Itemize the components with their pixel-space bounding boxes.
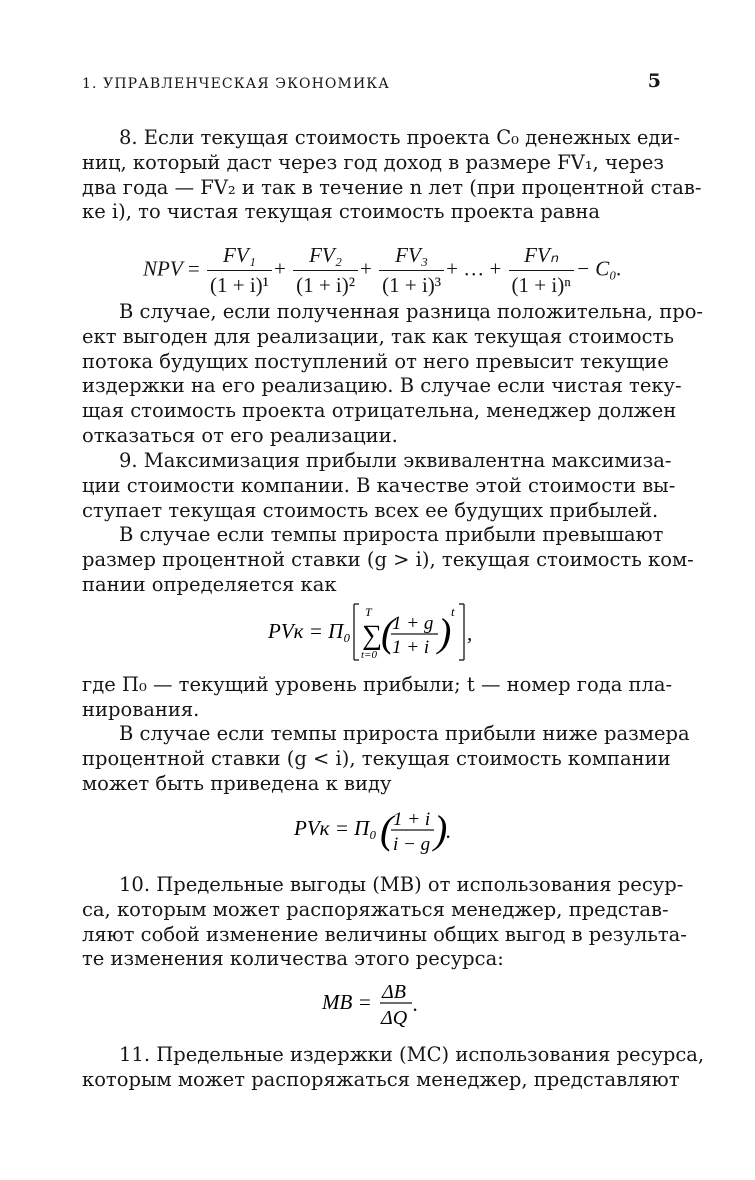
sum-lower-limit: t=0 bbox=[361, 649, 377, 661]
formula-lhs: MB = bbox=[322, 990, 372, 1014]
text-line: 11. Предельные издержки (MC) использования ресурса, bbox=[119, 1043, 705, 1066]
text-line: ект выгоден для реализации, так как текущая стоимость bbox=[82, 324, 674, 348]
mb-formula bbox=[322, 978, 432, 1030]
text-line: 9. Максимизация прибыли эквивалентна максимиза- bbox=[119, 449, 672, 472]
text-line: 8. Если текущая стоимость проекта C₀ денежных еди- bbox=[119, 126, 681, 149]
text-line: са, которым может распоряжаться менеджер, представ- bbox=[82, 897, 669, 921]
text-line: В случае если темпы прироста прибыли превышают bbox=[119, 523, 664, 546]
fraction-numerator: 1 + g bbox=[392, 613, 434, 634]
pv-decline-formula bbox=[294, 800, 464, 860]
fraction-denominator: i − g bbox=[393, 834, 431, 855]
pv-growth-formula bbox=[268, 600, 508, 664]
text-line: щая стоимость проекта отрицательна, менеджер должен bbox=[82, 399, 677, 423]
paragraph-9b bbox=[82, 523, 694, 597]
fraction-denominator: ΔQ bbox=[381, 1007, 408, 1029]
paragraph-9c bbox=[82, 673, 673, 723]
formula-lhs: PVк = П₀ bbox=[294, 816, 377, 840]
paragraph-9 bbox=[82, 449, 676, 523]
formula-lhs: NPV bbox=[143, 256, 183, 281]
formula-tail: , bbox=[467, 621, 473, 645]
fraction-numerator: 1 + i bbox=[393, 809, 431, 830]
paren-open: ( bbox=[380, 807, 394, 852]
formula-tail: . bbox=[413, 992, 419, 1016]
sum-sign: ∑ bbox=[362, 620, 382, 651]
text-line: 10. Предельные выгоды (MB) от использования ресур- bbox=[119, 873, 684, 896]
paragraph-9d bbox=[82, 722, 690, 796]
text-line: отказаться от его реализации. bbox=[82, 423, 398, 447]
text-line: те изменения количества этого ресурса: bbox=[82, 947, 504, 971]
page-number: 5 bbox=[647, 70, 661, 92]
section-title: 1. УПРАВЛЕНЧЕСКАЯ ЭКОНОМИКА bbox=[82, 76, 390, 92]
fraction: $\frac{\text{FVₙ}}{\text{(1 + i)ⁿ}}$ bbox=[509, 243, 574, 298]
paren-close: ) bbox=[438, 610, 452, 655]
formula-lhs: PVк = П₀ bbox=[268, 619, 351, 643]
paragraph-8 bbox=[82, 126, 702, 225]
text-line: В случае если темпы прироста прибыли ниже размера bbox=[119, 722, 690, 745]
text-line: где П₀ — текущий уровень прибыли; t — номер года пла- bbox=[82, 673, 673, 696]
text-line: которым может распоряжаться менеджер, представляют bbox=[82, 1067, 680, 1091]
fraction: $\frac{\text{FV₂}}{\text{(1 + i)²}}$ bbox=[293, 243, 358, 298]
mb-formula-graphic bbox=[322, 978, 432, 1030]
exponent: t bbox=[451, 604, 455, 619]
text-line: может быть приведена к виду bbox=[82, 771, 392, 795]
fraction-denominator: 1 + i bbox=[392, 637, 430, 658]
paragraph-10 bbox=[82, 873, 687, 972]
text-line: пании определяется как bbox=[82, 572, 337, 596]
text-line: ниц, который даст через год доход в размере FV₁, через bbox=[82, 150, 665, 174]
text-line: два года — FV₂ и так в течение n лет (при процентной став- bbox=[82, 175, 702, 199]
paragraph-8b bbox=[82, 300, 704, 449]
sum-upper-limit: T bbox=[365, 605, 372, 619]
text-line: размер процентной ставки (g > i), текущая стоимость ком- bbox=[82, 547, 694, 571]
formula-tail: . bbox=[446, 819, 452, 843]
text-line: процентной ставки (g < i), текущая стоимость компании bbox=[82, 746, 671, 770]
text-line: ступает текущая стоимость всех ее будущих прибылей. bbox=[82, 498, 659, 522]
fraction: $\frac{\text{FV₃}}{\text{(1 + i)³}}$ bbox=[379, 243, 444, 298]
fraction-numerator: ΔB bbox=[382, 981, 406, 1003]
fraction: $\frac{\text{FV₁}}{\text{(1 + i)¹}}$ bbox=[207, 243, 272, 298]
pv-ratio-formula-graphic bbox=[294, 800, 464, 860]
paren-close: ) bbox=[434, 807, 448, 852]
paragraph-11 bbox=[82, 1043, 705, 1093]
pv-sum-formula-graphic bbox=[268, 600, 508, 664]
text-line: потока будущих поступлений от него превысит текущие bbox=[82, 349, 669, 373]
npv-formula: NPV = $\frac{\text{FV₁}}{\text{(1 + i)¹}}$ + $\frac{\text{FV₂}}{\text{(1 + i)²}}$ + $\frac{\text{FV₃}}{\text{(1 + i)³}}$ + … + $\frac{\text{FVₙ}}{\text{(1 + i)ⁿ}}$ − C₀. bbox=[143, 243, 622, 297]
text-line: нирования. bbox=[82, 697, 200, 721]
text-line: ке i), то чистая текущая стоимость проекта равна bbox=[82, 200, 601, 224]
text-line: ции стоимости компании. В качестве этой стоимости вы- bbox=[82, 473, 676, 497]
running-header bbox=[82, 70, 667, 98]
paren-open: ( bbox=[381, 610, 395, 655]
text-line: издержки на его реализацию. В случае если чистая теку- bbox=[82, 374, 682, 398]
text-line: ляют собой изменение величины общих выгод в результа- bbox=[82, 922, 687, 946]
text-line: В случае, если полученная разница положительна, про- bbox=[119, 300, 704, 323]
